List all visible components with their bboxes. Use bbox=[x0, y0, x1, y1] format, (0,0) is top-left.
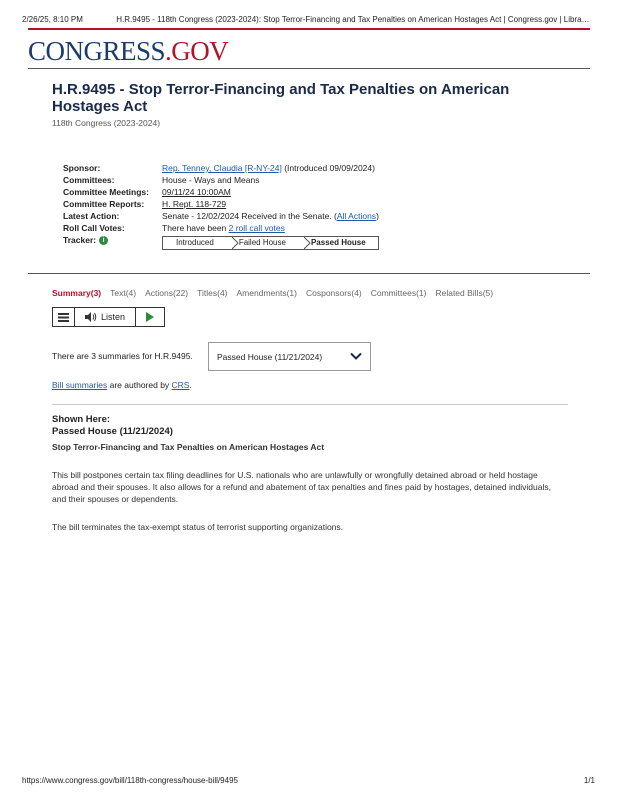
listen-player bbox=[52, 307, 165, 327]
selected-version: Passed House (11/21/2024) bbox=[217, 351, 323, 362]
congress-gov-logo[interactable] bbox=[28, 36, 228, 67]
latest-action-row bbox=[63, 210, 379, 222]
latest-action-label: Latest Action: bbox=[63, 211, 120, 221]
summary-paragraph-2: The bill terminates the tax-exempt status of terrorist supporting organizations. bbox=[52, 522, 344, 532]
roll-call-link[interactable]: 2 roll call votes bbox=[228, 223, 285, 233]
committees-value: House - Ways and Means bbox=[162, 175, 260, 185]
tab-amendments[interactable]: Amendments(1) bbox=[236, 288, 297, 298]
tracker-step-label: Introduced bbox=[176, 238, 214, 247]
logo-gov: .GOV bbox=[165, 36, 229, 66]
sponsor-label: Sponsor: bbox=[63, 163, 101, 173]
tracker-label-wrap bbox=[63, 235, 162, 245]
tracker-label: Tracker: bbox=[63, 235, 97, 245]
tracker-step-label: Passed House bbox=[310, 238, 366, 247]
tab-related-bills[interactable]: Related Bills(5) bbox=[435, 288, 494, 298]
committees-row bbox=[63, 174, 379, 186]
chevron-down-icon bbox=[350, 352, 362, 361]
bill-summaries-link[interactable]: Bill summaries bbox=[52, 380, 108, 390]
tab-text[interactable]: Text(4) bbox=[110, 288, 137, 298]
bill-title: H.R.9495 - Stop Terror-Financing and Tax Penalties on American Hostages Act bbox=[52, 81, 510, 115]
committees-label: Committees: bbox=[63, 175, 115, 185]
tracker-step-failed-house bbox=[226, 237, 298, 249]
sponsor-value bbox=[162, 163, 375, 173]
authored-middle: are authored by bbox=[107, 380, 172, 390]
summary-version-select[interactable] bbox=[208, 342, 371, 371]
summary-paragraph-1: This bill postpones certain tax filing deadlines for U.S. nationals who are unlawfully or wrongfully detained abroad or held hostage abroad and their spouses. It also allows for a refund and abatement of tax penalties and fines paid by hostages, detained individuals, and their spouses or dependents. bbox=[52, 470, 551, 504]
tab-cosponsors[interactable]: Cosponsors(4) bbox=[305, 288, 362, 298]
meetings-row bbox=[63, 186, 379, 198]
tracker-step-passed-house bbox=[298, 237, 378, 249]
roll-call-value bbox=[162, 223, 285, 233]
menu-icon bbox=[58, 313, 69, 322]
print-footer-url: https://www.congress.gov/bill/118th-congress/house-bill/9495 bbox=[22, 776, 238, 785]
meetings-link[interactable]: 09/11/24 10:00AM bbox=[162, 187, 231, 197]
latest-action-text: Senate - 12/02/2024 Received in the Senate. ( bbox=[162, 211, 337, 221]
play-icon bbox=[146, 312, 154, 322]
tab-titles[interactable]: Titles(4) bbox=[197, 288, 228, 298]
print-header bbox=[22, 15, 598, 24]
listen-button[interactable] bbox=[75, 308, 136, 326]
shown-here bbox=[52, 414, 173, 438]
listen-menu-button[interactable] bbox=[53, 308, 75, 326]
shown-here-version: Passed House (11/21/2024) bbox=[52, 426, 173, 437]
print-page-title: H.R.9495 - 118th Congress (2023-2024): Stop Terror-Financing and Tax Penalties on American Hostages Act | Congress.gov | Libra… bbox=[116, 15, 590, 24]
summary-title: Stop Terror-Financing and Tax Penalties on American Hostages Act bbox=[52, 442, 325, 452]
play-button[interactable] bbox=[136, 308, 164, 326]
authored-by bbox=[52, 380, 192, 390]
reports-row bbox=[63, 198, 379, 210]
bill-overview bbox=[63, 162, 379, 252]
content-divider bbox=[52, 404, 568, 405]
tracker-row bbox=[63, 234, 379, 252]
header-red-rule bbox=[28, 28, 590, 30]
roll-call-row bbox=[63, 222, 379, 234]
authored-end: . bbox=[189, 380, 192, 390]
roll-call-prefix: There have been bbox=[162, 223, 229, 233]
latest-action-close: ) bbox=[376, 211, 379, 221]
sponsor-row bbox=[63, 162, 379, 174]
print-datetime: 2/26/25, 8:10 PM bbox=[22, 15, 83, 24]
bill-tracker bbox=[162, 236, 379, 250]
meetings-label: Committee Meetings: bbox=[63, 187, 149, 197]
reports-label: Committee Reports: bbox=[63, 199, 145, 209]
bill-tabs bbox=[52, 288, 502, 298]
congress-session: 118th Congress (2023-2024) bbox=[52, 118, 161, 128]
reports-link[interactable]: H. Rept. 118-729 bbox=[162, 199, 227, 209]
tab-committees[interactable]: Committees(1) bbox=[370, 288, 427, 298]
summary-count: There are 3 summaries for H.R.9495. bbox=[52, 351, 193, 361]
roll-call-label: Roll Call Votes: bbox=[63, 223, 125, 233]
all-actions-link[interactable]: All Actions bbox=[336, 211, 377, 221]
sponsor-introduced: (Introduced 09/09/2024) bbox=[281, 163, 375, 173]
listen-label: Listen bbox=[100, 312, 126, 322]
sponsor-link[interactable]: Rep. Tenney, Claudia [R-NY-24] bbox=[162, 163, 282, 173]
speaker-icon bbox=[85, 312, 97, 322]
crs-link[interactable]: CRS bbox=[171, 380, 190, 390]
tracker-step-introduced bbox=[163, 237, 226, 249]
print-page-number: 1/1 bbox=[583, 776, 595, 785]
info-icon[interactable]: i bbox=[99, 236, 108, 245]
tab-summary[interactable]: Summary(3) bbox=[52, 288, 102, 298]
section-divider bbox=[28, 273, 590, 274]
logo-divider bbox=[28, 68, 590, 69]
latest-action-value bbox=[162, 211, 379, 221]
tracker-step-label: Failed House bbox=[238, 238, 286, 247]
tab-actions[interactable]: Actions(22) bbox=[145, 288, 189, 298]
shown-here-label: Shown Here: bbox=[52, 414, 111, 425]
logo-congress: CONGRESS bbox=[28, 36, 166, 66]
